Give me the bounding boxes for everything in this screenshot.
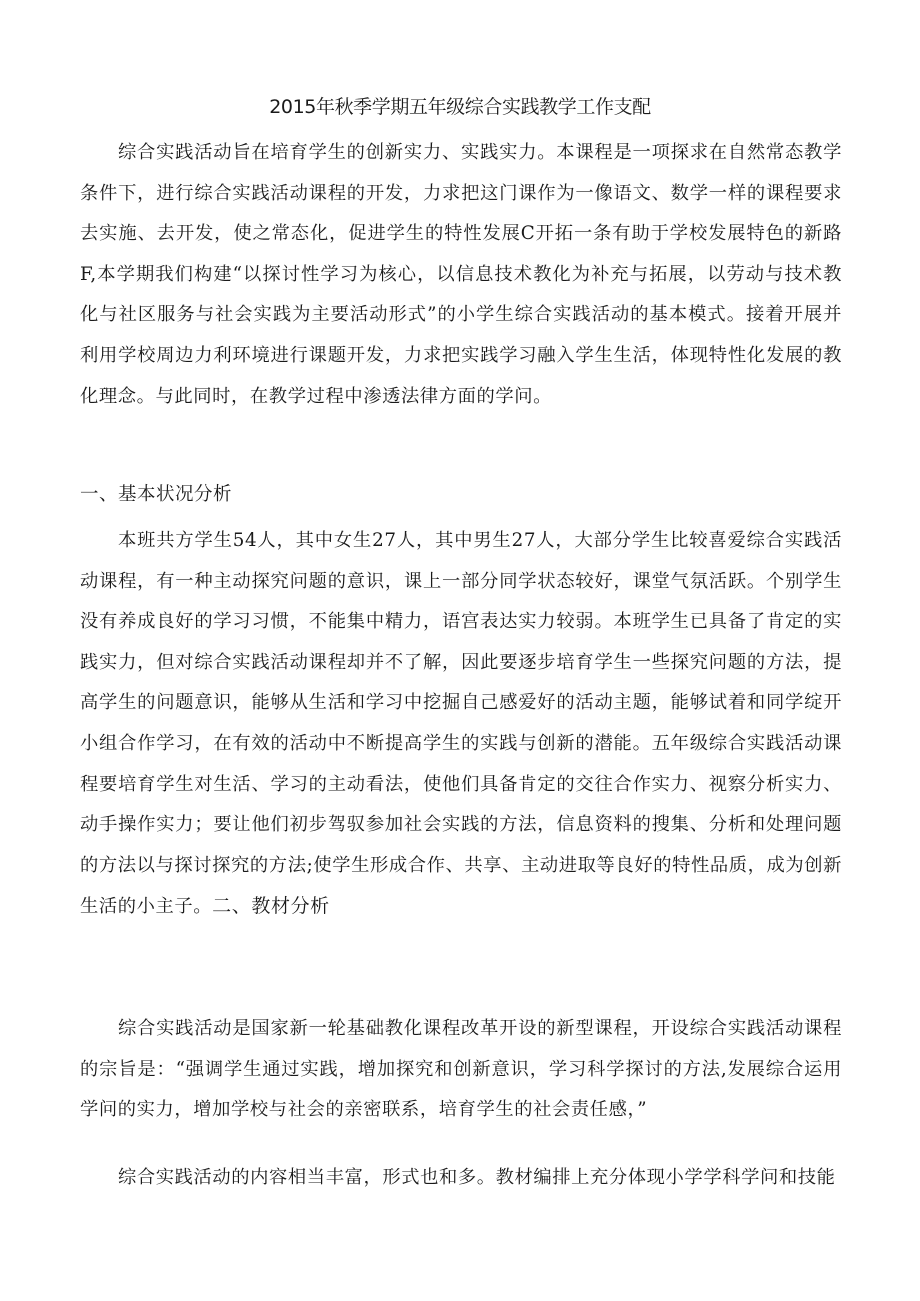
section1-body: 本班共方学生54人，其中女生27人，其中男生27人，大部分学生比较喜爱综合实践活动课程，有一种主动探究问题的意识，课上一部分同学状态较好，课堂气氛活跃。个别学生没有养成良好的学习习惯，不能集中精力，语宫表达实力较弱。本班学生已具备了肯定的实践实力，但对综合实践活动课程却并不了解，因此要逐步培育学生一些探究问题的方法，提高学生的问题意识，能够从生活和学习中挖掘自己感爱好的活动主题，能够试着和同学绽开小组合作学习，在有效的活动中不断提高学生的实践与创新的潜能。五年级综合实践活动课程要培育学生对生活、学习的主动看法，使他们具备肯定的交往合作实力、视察分析实力、动手操作实力；要让他们初步驾驭参加社会实践的方法，信息资料的搜集、分析和处理问题的方法以与探讨探究的方法;使学生形成合作、共享、主动进取等良好的特性品质，成为创新生活的小主子。 (80, 530, 843, 918)
intro-paragraph: 综合实践活动旨在培育学生的创新实力、实践实力。本课程是一项探求在自然常态教学条件下，进行综合实践活动课程的开发，力求把这门课作为一像语文、数学一样的课程要求去实施、去开发，使之常态化，促进学生的特性发展C开拓一条有助于学校发展特色的新路F,本学期我们构建“以探讨性学习为核心，以信息技术教化为补充与拓展，以劳动与技术教化与社区服务与社会实践为主要活动形式”的小学生综合实践活动的基本模式。接着开展并利用学校周边力利环境进行课题开发，力求把实践学习融入学生生活，体现特性化发展的教化理念。与此同时，在教学过程中渗透法律方面的学问。 (80, 142, 842, 407)
section-heading-basic-situation: 一、基本状况分析 (80, 484, 233, 505)
section1-paragraph (80, 521, 842, 928)
section-heading-textbook-analysis: 二、教材分析 (212, 895, 330, 918)
document-title: 2015年秋季学期五年级综合实践教学工作支配 (269, 96, 651, 118)
section2-paragraph-2: 综合实践活动的内容相当丰富，形式也和多。教材编排上充分体现小学学科学问和技能 (118, 1167, 836, 1188)
section2-paragraph-1: 综合实践活动是国家新一轮基础教化课程改革开设的新型课程，开设综合实践活动课程的宗旨是：“强调学生通过实践，增加探究和创新意识，学习科学探讨的方法,发展综合运用学问的实力，增加学校与社会的亲密联系，培育学生的社会责任感，” (80, 1018, 842, 1121)
